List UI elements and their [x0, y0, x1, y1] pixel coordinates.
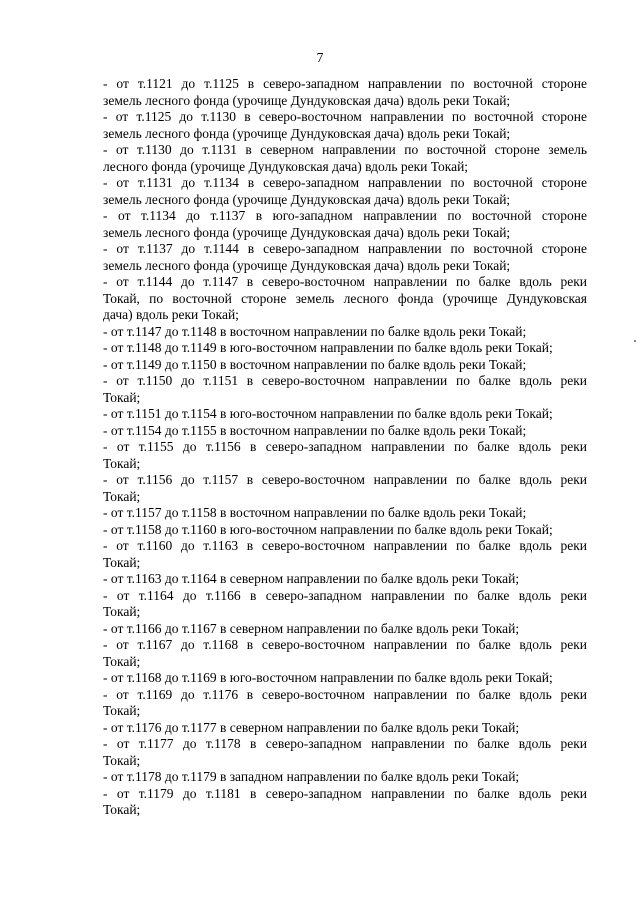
text-line: Токай;: [103, 488, 141, 504]
text-line: - от т.1148 до т.1149 в юго-восточном направлении по балке вдоль реки Токай;: [103, 340, 553, 355]
text-line: - от т.1167 до т.1168 в северо-восточном направлении по балке вдоль реки: [103, 637, 587, 652]
text-line: Токай;: [103, 554, 141, 570]
boundary-description-list: [103, 76, 587, 819]
text-line: - от т.1179 до т.1181 в северо-западном направлении по балке вдоль реки: [103, 785, 587, 801]
text-line: земель лесного фонда (урочище Дундуковская дача) вдоль реки Токай;: [103, 257, 511, 273]
text-line: Токай;: [103, 455, 141, 471]
text-line: - от т.1178 до т.1179 в западном направлении по балке вдоль реки Токай;: [103, 769, 520, 784]
text-line: Токай;: [103, 802, 141, 817]
text-line: - от т.1150 до т.1151 в северо-восточном направлении по балке вдоль реки: [103, 373, 587, 388]
text-line: Токай, по восточной стороне земель лесного фонда (урочище Дундуковская: [103, 290, 587, 306]
text-line: - от т.1168 до т.1169 в юго-восточном направлении по балке вдоль реки Токай;: [103, 670, 553, 685]
text-line: - от т.1157 до т.1158 в восточном направлении по балке вдоль реки Токай;: [103, 505, 527, 520]
text-line: - от т.1160 до т.1163 в северо-восточном направлении по балке вдоль реки: [103, 538, 587, 553]
text-line: - от т.1130 до т.1131 в северном направлении по восточной стороне земель: [103, 142, 587, 157]
text-line: земель лесного фонда (урочище Дундуковская дача) вдоль реки Токай;: [103, 92, 511, 108]
text-line: - от т.1169 до т.1176 в северо-восточном направлении по балке вдоль реки: [103, 686, 587, 702]
text-line: - от т.1177 до т.1178 в северо-западном направлении по балке вдоль реки: [103, 736, 587, 751]
text-line: - от т.1151 до т.1154 в юго-восточном направлении по балке вдоль реки Токай;: [103, 406, 553, 421]
text-line: - от т.1144 до т.1147 в северо-восточном направлении по балке вдоль реки: [103, 274, 587, 289]
text-line: лесного фонда (урочище Дундуковская дача) вдоль реки Токай;: [103, 158, 469, 174]
text-line: - от т.1156 до т.1157 в северо-восточном направлении по балке вдоль реки: [103, 472, 587, 487]
scan-artifact: [634, 340, 636, 342]
text-line: Токай;: [103, 653, 141, 669]
text-line: земель лесного фонда (урочище Дундуковская дача) вдоль реки Токай;: [103, 125, 511, 141]
text-line: - от т.1155 до т.1156 в северо-западном направлении по балке вдоль реки: [103, 439, 587, 454]
text-line: Токай;: [103, 703, 141, 718]
text-line: Токай;: [103, 604, 141, 619]
text-line: - от т.1163 до т.1164 в северном направлении по балке вдоль реки Токай;: [103, 571, 520, 586]
page-number: 7: [316, 50, 324, 65]
text-line: - от т.1125 до т.1130 в северо-восточном направлении по восточной стороне: [103, 109, 587, 124]
text-line: земель лесного фонда (урочище Дундуковская дача) вдоль реки Токай;: [103, 191, 511, 207]
text-line: - от т.1176 до т.1177 в северном направлении по балке вдоль реки Токай;: [103, 719, 520, 735]
text-line: Токай;: [103, 389, 141, 405]
text-line: дача) вдоль реки Токай;: [103, 307, 239, 322]
text-line: - от т.1134 до т.1137 в юго-западном направлении по восточной стороне: [103, 208, 587, 223]
text-line: - от т.1158 до т.1160 в юго-восточном направлении по балке вдоль реки Токай;: [103, 521, 553, 537]
text-line: - от т.1137 до т.1144 в северо-западном направлении по восточной стороне: [103, 241, 587, 256]
text-line: - от т.1131 до т.1134 в северо-западном направлении по восточной стороне: [103, 175, 587, 190]
text-line: - от т.1147 до т.1148 в восточном направлении по балке вдоль реки Токай;: [103, 323, 527, 339]
text-line: - от т.1166 до т.1167 в северном направлении по балке вдоль реки Токай;: [103, 620, 520, 636]
text-line: - от т.1149 до т.1150 в восточном направлении по балке вдоль реки Токай;: [103, 356, 527, 372]
text-line: Токай;: [103, 752, 141, 768]
text-line: - от т.1121 до т.1125 в северо-западном направлении по восточной стороне: [103, 76, 587, 91]
text-line: - от т.1164 до т.1166 в северо-западном направлении по балке вдоль реки: [103, 587, 587, 603]
text-line: земель лесного фонда (урочище Дундуковская дача) вдоль реки Токай;: [103, 224, 511, 240]
text-line: - от т.1154 до т.1155 в восточном направлении по балке вдоль реки Токай;: [103, 422, 527, 438]
